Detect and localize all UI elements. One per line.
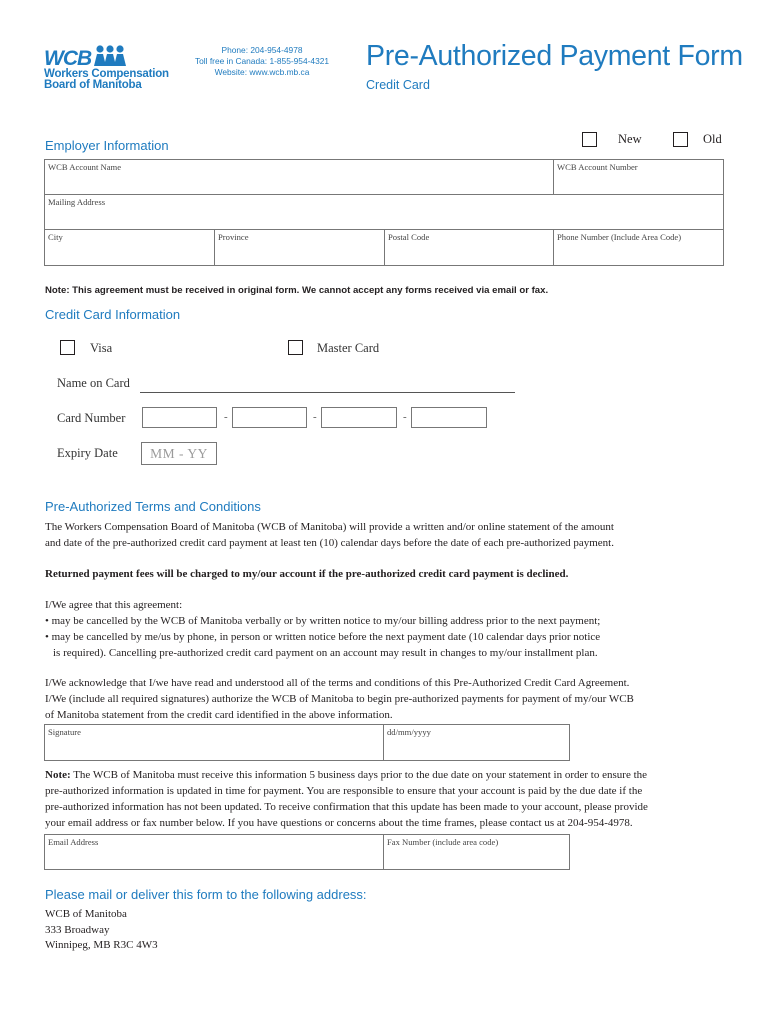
wcb-people-logo-icon <box>44 44 134 70</box>
card-dash-3: - <box>403 411 407 423</box>
contact-info <box>188 45 336 78</box>
agree-bullet-1: • may be cancelled by the WCB of Manitoba verbally or by written notice to my/our billing address prior to the next payment; <box>45 615 601 627</box>
mail-line-3: Winnipeg, MB R3C 4W3 <box>45 939 158 951</box>
name-on-card-label: Name on Card <box>57 376 130 390</box>
province-field[interactable]: Province <box>218 232 249 242</box>
note-original-form: Note: This agreement must be received in original form. We cannot accept any forms received via email or fax. <box>45 285 549 296</box>
update-note-bold: Note: <box>45 769 71 781</box>
mastercard-label: Master Card <box>317 341 380 355</box>
ack-line-2: I/We (include all required signatures) authorize the WCB of Manitoba to begin pre-authorized payments for payment of my/our WCB <box>45 693 634 705</box>
mail-heading: Please mail or deliver this form to the following address: <box>45 887 367 902</box>
mail-line-1: WCB of Manitoba <box>45 908 127 920</box>
logo-line-1: Workers Compensation <box>44 68 169 80</box>
phone-number-field[interactable]: Phone Number (Include Area Code) <box>557 232 682 242</box>
expiry-input[interactable]: MM - YY <box>141 442 217 465</box>
city-field[interactable]: City <box>48 232 63 242</box>
signature-field[interactable]: Signature <box>48 727 81 737</box>
update-note-line-3: pre-authorized information has not been updated. To receive confirmation that this update has been made to your account, please provide <box>45 801 648 813</box>
mastercard-checkbox[interactable] <box>288 340 303 355</box>
website-text: Website: www.wcb.mb.ca <box>214 67 310 77</box>
visa-checkbox[interactable] <box>60 340 75 355</box>
postal-code-field[interactable]: Postal Code <box>388 232 430 242</box>
update-note <box>45 767 648 831</box>
agreement-list <box>45 597 600 661</box>
terms-paragraph <box>45 519 614 551</box>
new-label: New <box>618 132 642 146</box>
svg-text:WCB: WCB <box>44 47 92 70</box>
visa-label: Visa <box>90 341 113 355</box>
agree-bullet-2-cont: is required). Cancelling pre-authorized credit card payment on an account may result in changes to my/our installment plan. <box>53 647 598 659</box>
card-number-part-4[interactable] <box>411 407 487 428</box>
signature-table <box>44 724 570 761</box>
new-checkbox[interactable] <box>582 132 597 147</box>
ack-line-3: of Manitoba statement from the credit card identified in the above information. <box>45 709 393 721</box>
mailing-address-field[interactable]: Mailing Address <box>48 197 106 207</box>
date-field[interactable]: dd/mm/yyyy <box>387 727 431 737</box>
page-subtitle: Credit Card <box>366 78 430 92</box>
account-name-field[interactable]: WCB Account Name <box>48 162 122 172</box>
credit-card-heading: Credit Card Information <box>45 307 181 322</box>
expiry-label: Expiry Date <box>57 446 118 460</box>
mail-address <box>45 907 158 954</box>
terms-heading: Pre-Authorized Terms and Conditions <box>45 499 261 514</box>
ack-line-1: I/We acknowledge that I/we have read and understood all of the terms and conditions of this Pre-Authorized Credit Card Agreement. <box>45 677 630 689</box>
returned-fees-text: Returned payment fees will be charged to my/our account if the pre-authorized credit card payment is declined. <box>45 568 569 580</box>
terms-line-2: and date of the pre-authorized credit card payment at least ten (10) calendar days before the date of each pre-authorized payment. <box>45 537 614 549</box>
card-number-part-1[interactable] <box>142 407 217 428</box>
old-label: Old <box>703 132 722 146</box>
account-number-field[interactable]: WCB Account Number <box>557 162 638 172</box>
logo-line-2: Board of Manitoba <box>44 79 142 91</box>
update-note-line-2: pre-authorized information is updated in time for payment. You are responsible to ensure that your account is paid by the due date if the <box>45 785 643 797</box>
terms-line-1: The Workers Compensation Board of Manitoba (WCB of Manitoba) will provide a written and/or online statement of the amount <box>45 521 614 533</box>
name-on-card-input[interactable] <box>140 392 515 393</box>
update-note-line-1: The WCB of Manitoba must receive this information 5 business days prior to the due date on your statement in order to ensure the <box>70 769 648 781</box>
old-checkbox[interactable] <box>673 132 688 147</box>
acknowledgement <box>45 675 634 723</box>
mail-line-2: 333 Broadway <box>45 923 110 936</box>
tollfree-text: Toll free in Canada: 1-855-954-4321 <box>194 56 330 66</box>
agree-bullet-2: • may be cancelled by me/us by phone, in person or written notice before the next payment date (10 calendar days prior notice <box>45 631 601 643</box>
fax-field[interactable]: Fax Number (include area code) <box>387 837 499 847</box>
phone-text: Phone: 204-954-4978 <box>221 45 303 55</box>
card-dash-1: - <box>224 411 228 423</box>
update-note-line-4: your email address or fax number below. If you have questions or concerns about the time frames, please contact us at 204-954-4978. <box>45 817 633 829</box>
card-dash-2: - <box>313 411 317 423</box>
card-number-part-3[interactable] <box>321 407 397 428</box>
employer-heading: Employer Information <box>45 138 169 153</box>
email-field[interactable]: Email Address <box>48 837 99 847</box>
agree-intro: I/We agree that this agreement: <box>45 599 183 611</box>
card-number-part-2[interactable] <box>232 407 307 428</box>
page-title: Pre-Authorized Payment Form <box>366 40 743 72</box>
logo-text <box>44 69 169 91</box>
card-number-label: Card Number <box>57 411 126 425</box>
